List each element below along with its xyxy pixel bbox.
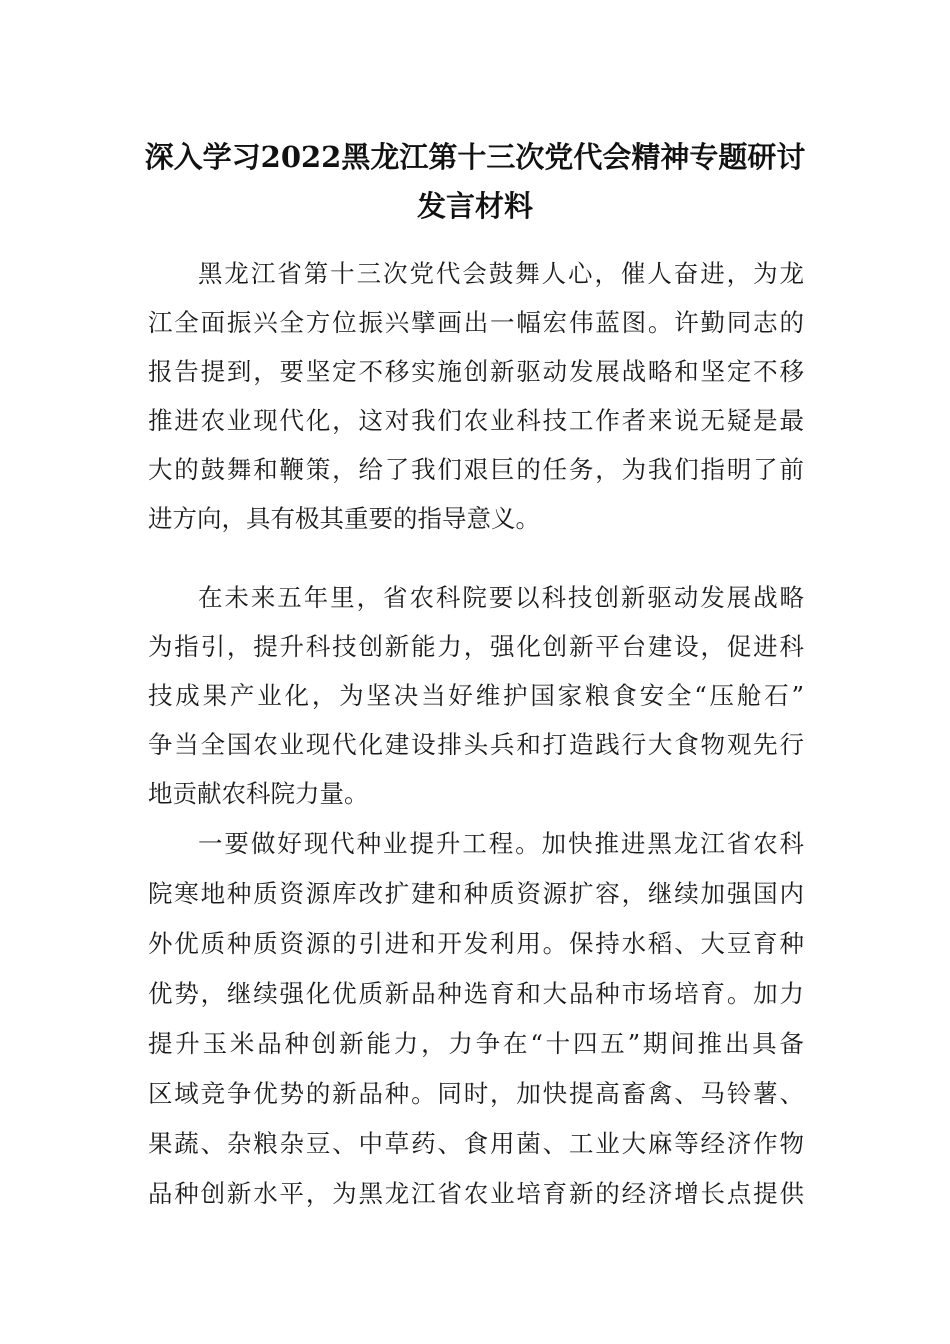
paragraph-line: 为指引，提升科技创新能力，强化创新平台建设，促进科	[148, 632, 804, 661]
paragraph-line: 大的鼓舞和鞭策，给了我们艰巨的任务，为我们指明了前	[148, 455, 804, 484]
paragraph-line: 外优质种质资源的引进和开发利用。保持水稻、大豆育种	[148, 929, 804, 958]
paragraph-line: 优势，继续强化优质新品种选育和大品种市场培育。加力	[148, 979, 804, 1008]
paragraph-line: 江全面振兴全方位振兴擘画出一幅宏伟蓝图。许勤同志的	[148, 308, 804, 337]
paragraph-line: 推进农业现代化，这对我们农业科技工作者来说无疑是最	[148, 406, 804, 435]
paragraph-line: 提升玉米品种创新能力，力争在“十四五”期间推出具备	[148, 1029, 804, 1058]
document-title-line-1: 深入学习2022黑龙江第十三次党代会精神专题研讨	[144, 140, 806, 174]
paragraph-line: 在未来五年里，省农科院要以科技创新驱动发展战略	[198, 583, 804, 612]
paragraph-line: 果蔬、杂粮杂豆、中草药、食用菌、工业大麻等经济作物	[148, 1129, 804, 1158]
paragraph-line: 一要做好现代种业提升工程。加快推进黑龙江省农科	[198, 829, 804, 858]
paragraph-line: 争当全国农业现代化建设排头兵和打造践行大食物观先行	[148, 730, 804, 759]
paragraph-line: 进方向，具有极其重要的指导意义。	[148, 504, 540, 533]
document-title-line-2: 发言材料	[416, 189, 533, 223]
paragraph-line: 地贡献农科院力量。	[148, 779, 369, 808]
paragraph-line: 院寒地种质资源库改扩建和种质资源扩容，继续加强国内	[148, 879, 804, 908]
paragraph-line: 品种创新水平，为黑龙江省农业培育新的经济增长点提供	[148, 1179, 804, 1208]
paragraph-line: 黑龙江省第十三次党代会鼓舞人心，催人奋进，为龙	[198, 259, 804, 288]
paragraph-line: 报告提到，要坚定不移实施创新驱动发展战略和坚定不移	[148, 357, 804, 386]
paragraph-line: 技成果产业化，为坚决当好维护国家粮食安全“压舱石”	[148, 681, 804, 710]
paragraph-line: 区域竞争优势的新品种。同时，加快提高畜禽、马铃薯、	[148, 1079, 804, 1108]
